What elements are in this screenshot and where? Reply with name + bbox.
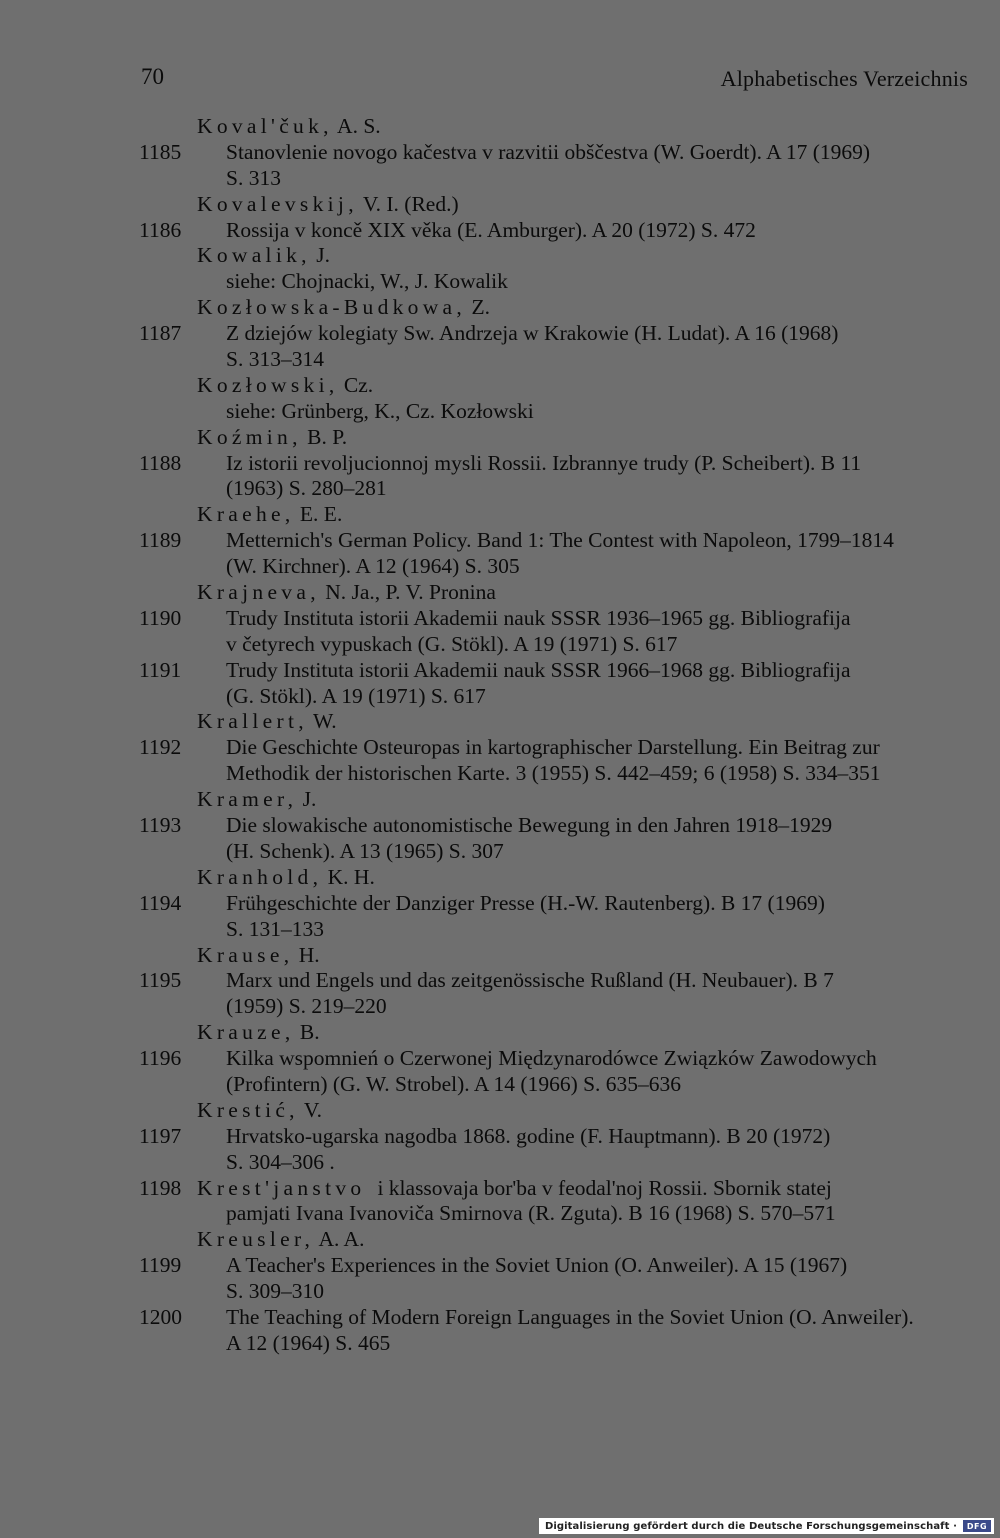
author-name: Kramer,: [197, 787, 298, 812]
author-initials: B.: [299, 1020, 320, 1045]
author-heading: [0, 865, 1000, 891]
entry-line: (H. Schenk). A 13 (1965) S. 307: [226, 838, 504, 863]
bibliography-entry: [0, 606, 1000, 658]
entry-line: [0, 813, 1000, 839]
author-initials: E. E.: [299, 502, 343, 527]
author-heading: [0, 1227, 1000, 1253]
bibliography-entry: [0, 218, 1000, 244]
entry-line: S. 313–314: [226, 347, 324, 372]
entry-line: pamjati Ivana Ivanoviča Smirnova (R. Zguta). B 16 (1968) S. 570–571: [226, 1201, 836, 1226]
entry-text: Z dziejów kolegiaty Sw. Andrzeja w Krakowie (H. Ludat). A 16 (1968): [226, 321, 839, 346]
entry-line: (Profintern) (G. W. Strobel). A 14 (1966) S. 635–636: [226, 1071, 682, 1096]
entry-number: 1185: [139, 139, 182, 164]
bibliography-entry: [0, 140, 1000, 192]
author-name: Kraehe,: [197, 502, 295, 527]
entry-text: [197, 1176, 832, 1202]
author-name: Koźmin,: [197, 424, 302, 449]
author-heading: [0, 943, 1000, 969]
entry-line: S. 304–306 .: [226, 1149, 335, 1174]
entry-text: Trudy Instituta istorii Akademii nauk SSSR 1936–1965 gg. Bibliografija: [226, 605, 851, 630]
author-initials: J.: [316, 243, 330, 268]
author-heading: [0, 114, 1000, 140]
author-initials: V. I. (Red.): [362, 191, 459, 216]
author-initials: J.: [302, 787, 317, 812]
running-title: Alphabetisches Verzeichnis: [720, 66, 968, 91]
entry-line: [0, 735, 1000, 761]
inline-author: Krest'janstvo: [197, 1175, 366, 1200]
entry-number: 1196: [139, 1046, 182, 1071]
author-heading: [0, 1098, 1000, 1124]
entry-line: [0, 451, 1000, 477]
entry-line: [0, 528, 1000, 554]
author-heading: [0, 243, 1000, 269]
entry-line: (1959) S. 219–220: [226, 994, 387, 1019]
entry-text: Kilka wspomnień o Czerwonej Międzynarodówce Związków Zawodowych: [226, 1046, 877, 1071]
entry-line: S. 131–133: [226, 916, 324, 941]
entry-line: S. 313: [226, 165, 281, 190]
bibliography-entry: [0, 1305, 1000, 1357]
author-name: Krause,: [197, 942, 294, 967]
entry-text: Iz istorii revoljucionnoj mysli Rossii. Izbrannye trudy (P. Scheibert). B 11: [226, 450, 862, 475]
author-initials: A. S.: [337, 114, 381, 138]
author-heading: [0, 580, 1000, 606]
bibliography-entry: [0, 813, 1000, 865]
entry-text: Die Geschichte Osteuropas in kartographischer Darstellung. Ein Beitrag zur: [226, 735, 880, 760]
bibliography-entry: [0, 968, 1000, 1020]
dfg-logo-icon: DFG: [963, 1520, 991, 1532]
entry-line: S. 309–310: [226, 1279, 324, 1304]
entry-number: 1194: [139, 890, 182, 915]
entry-text: Stanovlenie novogo kačestva v razvitii obščestva (W. Goerdt). A 17 (1969): [226, 139, 871, 164]
author-initials: H.: [298, 942, 320, 967]
entry-number: 1186: [139, 217, 182, 242]
entry-text: A Teacher's Experiences in the Soviet Union (O. Anweiler). A 15 (1967): [226, 1253, 848, 1278]
author-initials: Cz.: [343, 372, 374, 397]
entry-line: [0, 606, 1000, 632]
entry-number: 1189: [139, 528, 182, 553]
author-heading: [0, 502, 1000, 528]
author-initials: N. Ja., P. V. Pronina: [325, 580, 496, 605]
bibliography-entry: [0, 1046, 1000, 1098]
entry-line: Methodik der historischen Karte. 3 (1955) S. 442–459; 6 (1958) S. 334–351: [226, 761, 881, 786]
entry-line: v četyrech vypuskach (G. Stökl). A 19 (1971) S. 617: [226, 631, 678, 656]
entry-line: [0, 321, 1000, 347]
entry-line: [0, 1046, 1000, 1072]
bibliography-entry: [0, 451, 1000, 503]
entry-number: 1200: [139, 1304, 182, 1329]
entry-number: 1192: [139, 735, 182, 760]
footer-banner: [539, 1518, 994, 1534]
entry-line: [0, 658, 1000, 684]
cross-reference: siehe: Chojnacki, W., J. Kowalik: [226, 269, 508, 294]
entry-line: (G. Stökl). A 19 (1971) S. 617: [226, 683, 486, 708]
cross-reference: siehe: Grünberg, K., Cz. Kozłowski: [226, 398, 534, 423]
entry-line: [0, 968, 1000, 994]
author-heading: [0, 295, 1000, 321]
bibliography-entry: [0, 891, 1000, 943]
entry-text: Hrvatsko-ugarska nagodba 1868. godine (F. Hauptmann). B 20 (1972): [226, 1123, 831, 1148]
author-initials: W.: [312, 709, 337, 734]
author-initials: A. A.: [318, 1227, 365, 1252]
author-name: Krestić,: [197, 1097, 299, 1122]
entry-line: [0, 218, 1000, 244]
author-heading: [0, 373, 1000, 399]
footer-text: Digitalisierung gefördert durch die Deutsche Forschungsgemeinschaft ·: [544, 1520, 957, 1532]
bibliography-entry: [0, 658, 1000, 710]
entry-text: Die slowakische autonomistische Bewegung in den Jahren 1918–1929: [226, 813, 833, 838]
entry-number: 1188: [139, 450, 182, 475]
entry-number: 1197: [139, 1123, 182, 1148]
entry-line: [0, 1124, 1000, 1150]
author-name: Kozłowska-Budkowa,: [197, 295, 467, 320]
entry-number: 1190: [139, 605, 182, 630]
entry-number: 1193: [139, 813, 182, 838]
author-heading: [0, 1020, 1000, 1046]
entry-line: [0, 1176, 1000, 1202]
entry-text: Marx und Engels und das zeitgenössische Rußland (H. Neubauer). B 7: [226, 968, 834, 993]
author-name: Kreusler,: [197, 1227, 315, 1252]
bibliography-entry: [0, 528, 1000, 580]
author-heading: [0, 192, 1000, 218]
bibliography-entry: [0, 1253, 1000, 1305]
entry-number: 1187: [139, 321, 182, 346]
bibliography-entry: [0, 321, 1000, 373]
entry-text-rest: i klassovaja bor'ba v feodal'noj Rossii. Sbornik statej: [377, 1175, 832, 1200]
bibliography-entry: [0, 735, 1000, 787]
entry-number: 1195: [139, 968, 182, 993]
author-initials: B. P.: [307, 424, 348, 449]
author-name: Kranhold,: [197, 864, 323, 889]
entry-number: 1199: [139, 1253, 182, 1278]
author-name: Kowalik,: [197, 243, 311, 268]
author-name: Koval'čuk,: [197, 114, 333, 138]
author-name: Krajneva,: [197, 580, 320, 605]
author-initials: V.: [303, 1097, 323, 1122]
entry-line: (1963) S. 280–281: [226, 476, 387, 501]
author-heading: [0, 425, 1000, 451]
entry-text: The Teaching of Modern Foreign Languages in the Soviet Union (O. Anweiler).: [226, 1304, 914, 1329]
author-name: Krallert,: [197, 709, 308, 734]
author-name: Kozłowski,: [197, 372, 339, 397]
author-initials: K. H.: [327, 864, 375, 889]
author-name: Krauze,: [197, 1020, 295, 1045]
author-heading: [0, 787, 1000, 813]
entry-text: Metternich's German Policy. Band 1: The Contest with Napoleon, 1799–1814: [226, 528, 894, 553]
author-heading: [0, 709, 1000, 735]
bibliography-entry: [0, 1176, 1000, 1228]
entry-number: 1198: [139, 1175, 182, 1200]
author-name: Kovalevskij,: [197, 191, 358, 216]
bibliography-entry: [0, 1124, 1000, 1176]
bibliography-entries: [0, 114, 1000, 1357]
entry-line: [0, 1253, 1000, 1279]
entry-text: Rossija v koncě XIX věka (E. Amburger). A 20 (1972) S. 472: [226, 217, 756, 242]
entry-number: 1191: [139, 657, 182, 682]
entry-line: [0, 1305, 1000, 1331]
author-initials: Z.: [471, 295, 490, 320]
entry-line: [0, 140, 1000, 166]
entry-text: Trudy Instituta istorii Akademii nauk SSSR 1966–1968 gg. Bibliografija: [226, 657, 851, 682]
entry-line: A 12 (1964) S. 465: [226, 1330, 391, 1355]
page-number: 70: [141, 64, 164, 89]
entry-line: [0, 891, 1000, 917]
entry-text: Frühgeschichte der Danziger Presse (H.-W. Rautenberg). B 17 (1969): [226, 890, 825, 915]
page-header: [0, 64, 1000, 98]
entry-line: (W. Kirchner). A 12 (1964) S. 305: [226, 554, 520, 579]
